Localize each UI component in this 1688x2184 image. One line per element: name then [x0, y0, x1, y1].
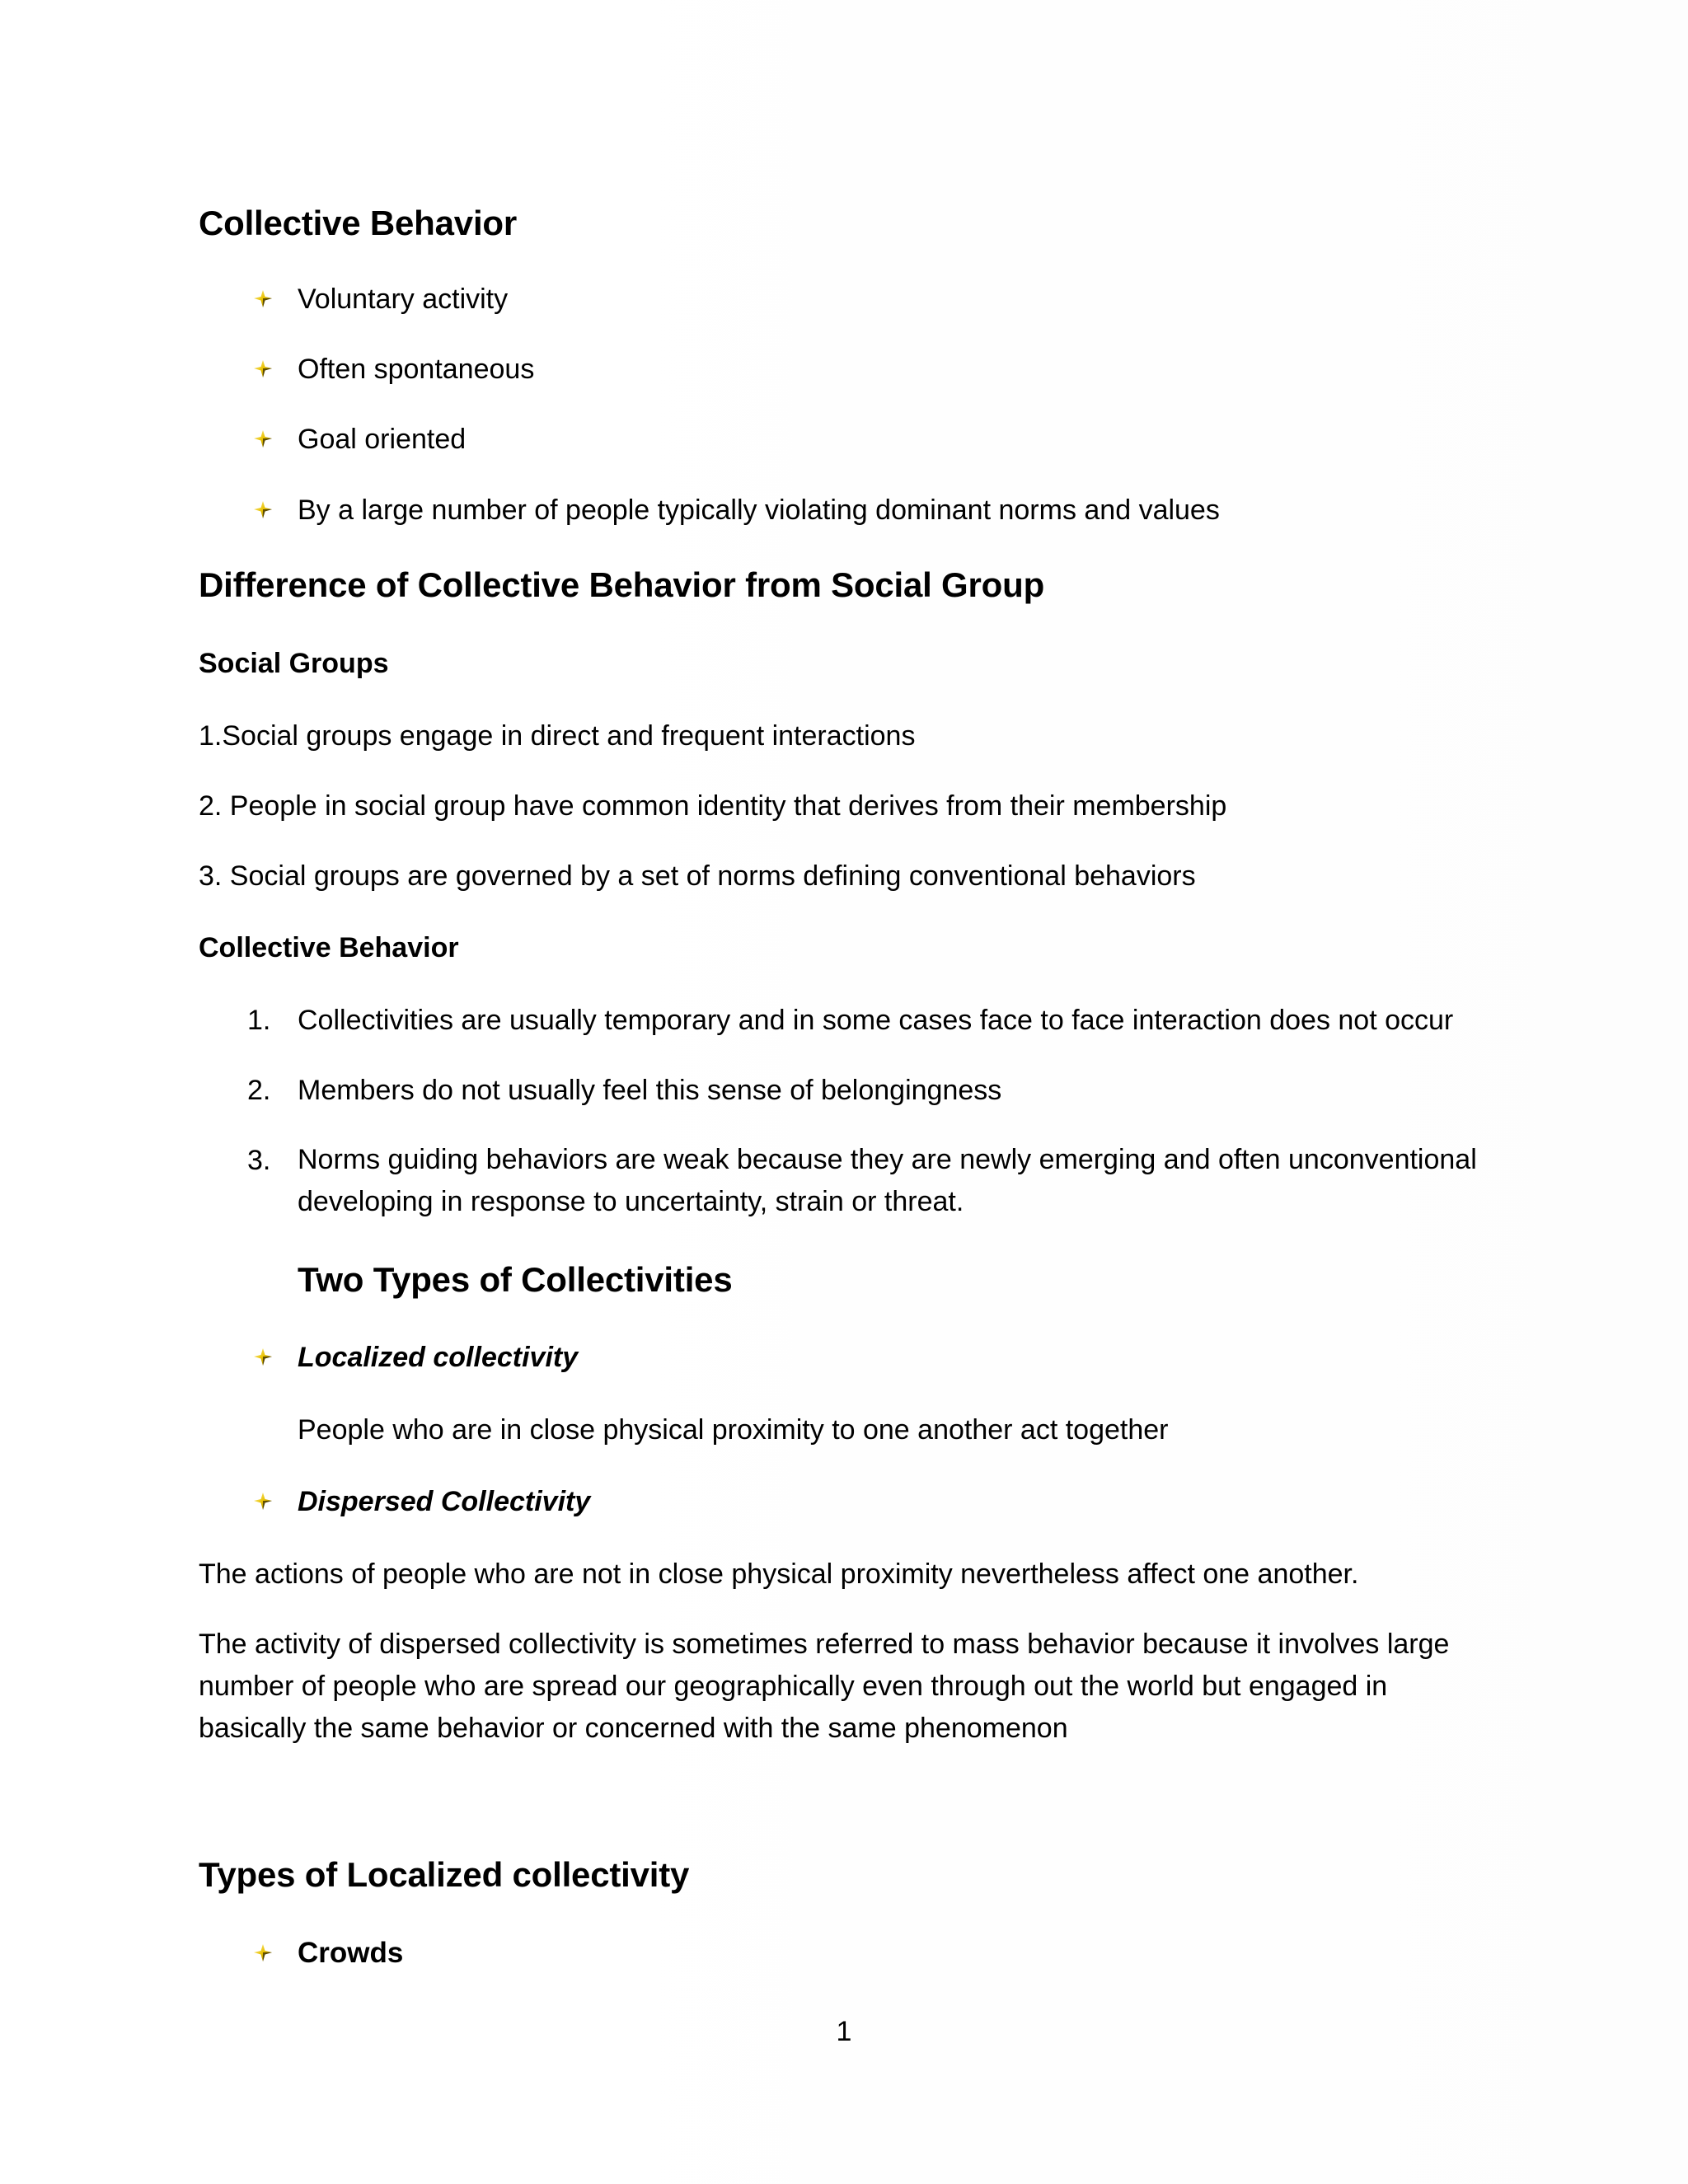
- page-title: Collective Behavior: [199, 204, 518, 242]
- bullet-star-icon: [252, 1942, 274, 1963]
- section-heading-difference: Difference of Collective Behavior from Social Group: [199, 565, 1045, 604]
- bullet-star-icon: [252, 288, 274, 309]
- bullet-text: Goal oriented: [298, 424, 467, 455]
- localized-collectivity-label: Localized collectivity: [298, 1342, 579, 1373]
- bullet-text: Voluntary activity: [298, 284, 509, 315]
- dispersed-collectivity-label: Dispersed Collectivity: [298, 1486, 591, 1517]
- subheading-social-groups: Social Groups: [199, 648, 389, 679]
- subheading-collective-behavior: Collective Behavior: [199, 932, 459, 963]
- list-number: 3.: [247, 1145, 271, 1176]
- dispersed-collectivity-paragraph: The activity of dispersed collectivity is sometimes referred to mass behavior because it involves large number of people who are spread our geographically even through out the world but engaged in basically the same behavior or concerned with the same phenomenon: [199, 1629, 1450, 1744]
- section-heading-two-types: Two Types of Collectivities: [298, 1260, 733, 1299]
- bullet-star-icon: [252, 1490, 274, 1511]
- list-number: 1.: [247, 1005, 271, 1036]
- collective-item: Norms guiding behaviors are weak because they are newly emerging and often unconventional developing in response to uncertainty, strain or threat.: [298, 1144, 1477, 1217]
- collective-item: Members do not usually feel this sense of belongingness: [298, 1075, 1002, 1106]
- crowds-item: Crowds: [298, 1937, 404, 1969]
- localized-collectivity-desc: People who are in close physical proximity to one another act together: [298, 1414, 1169, 1446]
- bullet-text: By a large number of people typically violating dominant norms and values: [298, 494, 1220, 526]
- list-number: 2.: [247, 1075, 271, 1106]
- page-number: 1: [836, 2016, 852, 2047]
- bullet-text: Often spontaneous: [298, 354, 535, 385]
- bullet-star-icon: [252, 1346, 274, 1367]
- social-group-item: 3. Social groups are governed by a set of norms defining conventional behaviors: [199, 860, 1196, 892]
- section-heading-types-localized: Types of Localized collectivity: [199, 1855, 690, 1894]
- bullet-star-icon: [252, 358, 274, 379]
- bullet-star-icon: [252, 499, 274, 520]
- dispersed-collectivity-desc: The actions of people who are not in close physical proximity nevertheless affect one another.: [199, 1558, 1359, 1590]
- social-group-item: 1.Social groups engage in direct and frequent interactions: [199, 720, 916, 752]
- collective-item: Collectivities are usually temporary and in some cases face to face interaction does not occur: [298, 1005, 1454, 1036]
- social-group-item: 2. People in social group have common identity that derives from their membership: [199, 790, 1227, 822]
- bullet-star-icon: [252, 428, 274, 449]
